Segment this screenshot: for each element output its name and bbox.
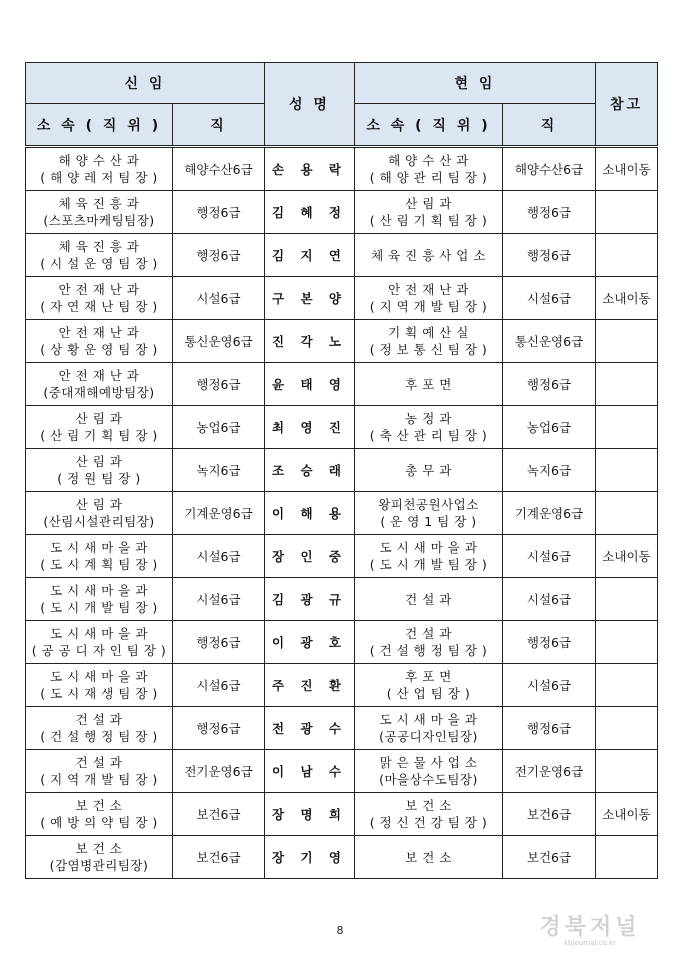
cur-dept: 후 포 면 — [405, 376, 452, 392]
new-dept-cell — [26, 750, 173, 793]
table-row — [26, 664, 658, 707]
note-cell — [596, 406, 658, 449]
new-grade: 시설6급 — [173, 277, 265, 320]
person-name: 김 혜 정 — [265, 191, 355, 234]
person-name: 주 진 환 — [265, 664, 355, 707]
cur-position: ( 정 보 통 신 팀 장 ) — [369, 342, 488, 357]
person-name: 장 명 희 — [265, 793, 355, 836]
cur-dept-cell — [355, 535, 503, 578]
cur-dept: 건 설 과 — [405, 591, 452, 607]
table-row — [26, 621, 658, 664]
table-row — [26, 406, 658, 449]
cur-position: ( 운 영 1 팀 장 ) — [380, 514, 477, 529]
new-dept: 건 설 과 — [75, 755, 123, 770]
note-cell — [596, 621, 658, 664]
cur-position: ( 건 설 행 정 팀 장 ) — [369, 643, 488, 658]
cur-grade: 보건6급 — [503, 793, 596, 836]
cur-dept-cell — [355, 363, 503, 406]
person-name: 김 광 규 — [265, 578, 355, 621]
new-position: ( 예 방 의 약 팀 장 ) — [40, 815, 158, 830]
cur-grade: 시설6급 — [503, 535, 596, 578]
new-grade: 녹지6급 — [173, 449, 265, 492]
table-row — [26, 793, 658, 836]
person-name: 윤 태 영 — [265, 363, 355, 406]
watermark-title: 경북저널 — [539, 914, 641, 940]
new-dept-cell — [26, 836, 173, 879]
cur-dept-cell — [355, 836, 503, 879]
note-cell — [596, 578, 658, 621]
cur-dept: 도 시 새 마 을 과 — [379, 540, 478, 555]
new-grade: 농업6급 — [173, 406, 265, 449]
new-position: (스포츠마케팅팀장) — [43, 213, 155, 228]
table-row — [26, 363, 658, 406]
table-header — [26, 63, 658, 147]
cur-dept-cell — [355, 406, 503, 449]
cur-dept: 건 설 과 — [405, 626, 452, 641]
page-number: 8 — [336, 924, 344, 937]
cur-dept-cell — [355, 621, 503, 664]
note-cell — [596, 449, 658, 492]
new-position: ( 지 역 개 발 팀 장 ) — [40, 772, 158, 787]
cur-dept: 산 림 과 — [405, 196, 452, 211]
note-cell — [596, 191, 658, 234]
new-dept: 체 육 진 흥 과 — [58, 196, 140, 211]
cur-dept: 해 양 수 산 과 — [388, 153, 469, 168]
cur-grade: 행정6급 — [503, 621, 596, 664]
cur-dept-cell — [355, 449, 503, 492]
new-dept-cell — [26, 277, 173, 320]
new-grade: 행정6급 — [173, 621, 265, 664]
new-dept: 산 림 과 — [75, 454, 123, 469]
note-cell — [596, 363, 658, 406]
cur-dept-cell — [355, 578, 503, 621]
new-dept-cell — [26, 191, 173, 234]
cur-grade: 행정6급 — [503, 363, 596, 406]
header-new-post: 신 임 — [26, 63, 265, 104]
cur-dept-cell — [355, 793, 503, 836]
cur-dept: 체 육 진 흥 사 업 소 — [371, 247, 486, 263]
person-name: 이 광 호 — [265, 621, 355, 664]
new-dept: 보 건 소 — [75, 841, 123, 856]
cur-dept-cell — [355, 234, 503, 277]
cur-grade: 전기운영6급 — [503, 750, 596, 793]
new-position: ( 자 연 재 난 팀 장 ) — [40, 299, 158, 314]
new-position: ( 해 양 레 저 팀 장 ) — [40, 170, 158, 185]
note-cell — [596, 234, 658, 277]
cur-position: ( 도 시 개 발 팀 장 ) — [369, 557, 488, 572]
new-dept: 도 시 새 마 을 과 — [50, 540, 148, 555]
new-position: ( 산 림 기 획 팀 장 ) — [40, 428, 158, 443]
new-dept-cell — [26, 664, 173, 707]
new-position: ( 도 시 계 획 팀 장 ) — [40, 557, 158, 572]
new-dept: 안 전 재 난 과 — [58, 325, 140, 340]
table-row — [26, 449, 658, 492]
table-row — [26, 191, 658, 234]
new-position: ( 건 설 행 정 팀 장 ) — [40, 729, 158, 744]
person-name: 조 승 래 — [265, 449, 355, 492]
new-dept-cell — [26, 707, 173, 750]
note-cell — [596, 750, 658, 793]
new-dept-cell — [26, 578, 173, 621]
new-dept: 보 건 소 — [75, 798, 123, 813]
new-grade: 행정6급 — [173, 191, 265, 234]
new-grade: 시설6급 — [173, 664, 265, 707]
header-cur-dept: 소 속 ( 직 위 ) — [355, 104, 503, 147]
cur-dept-cell — [355, 707, 503, 750]
cur-dept-cell — [355, 492, 503, 535]
new-grade: 해양수산6급 — [173, 147, 265, 191]
cur-dept: 보 건 소 — [405, 849, 452, 865]
cur-dept: 왕피천공원사업소 — [378, 497, 479, 512]
header-note: 참고 — [596, 63, 658, 147]
cur-grade: 시설6급 — [503, 277, 596, 320]
table-row — [26, 492, 658, 535]
cur-grade: 보건6급 — [503, 836, 596, 879]
new-position: ( 시 설 운 영 팀 장 ) — [40, 256, 158, 271]
person-name: 장 인 중 — [265, 535, 355, 578]
person-name: 진 각 노 — [265, 320, 355, 363]
cur-dept: 도 시 새 마 을 과 — [379, 712, 478, 727]
person-name: 최 영 진 — [265, 406, 355, 449]
table-row — [26, 535, 658, 578]
cur-grade: 시설6급 — [503, 664, 596, 707]
cur-position: (마을상수도팀장) — [379, 772, 478, 787]
new-position: ( 도 시 재 생 팀 장 ) — [40, 686, 158, 701]
note-cell: 소내이동 — [596, 535, 658, 578]
new-grade: 기계운영6급 — [173, 492, 265, 535]
person-name: 장 기 영 — [265, 836, 355, 879]
cur-dept: 총 무 과 — [405, 462, 452, 478]
header-name: 성 명 — [265, 63, 355, 147]
cur-dept-cell — [355, 750, 503, 793]
header-new-dept: 소 속 ( 직 위 ) — [26, 104, 173, 147]
person-name: 전 광 수 — [265, 707, 355, 750]
new-dept: 도 시 새 마 을 과 — [50, 669, 148, 684]
note-cell — [596, 664, 658, 707]
cur-grade: 행정6급 — [503, 707, 596, 750]
new-dept: 도 시 새 마 을 과 — [50, 583, 148, 598]
new-dept: 도 시 새 마 을 과 — [50, 626, 148, 641]
new-grade: 전기운영6급 — [173, 750, 265, 793]
new-dept: 안 전 재 난 과 — [58, 368, 140, 383]
note-cell: 소내이동 — [596, 277, 658, 320]
new-dept-cell — [26, 793, 173, 836]
new-dept-cell — [26, 449, 173, 492]
new-dept-cell — [26, 406, 173, 449]
new-dept: 산 림 과 — [75, 497, 123, 512]
person-name: 김 지 연 — [265, 234, 355, 277]
new-dept-cell — [26, 621, 173, 664]
new-dept-cell — [26, 320, 173, 363]
header-cur-grade: 직 — [503, 104, 596, 147]
note-cell — [596, 836, 658, 879]
note-cell — [596, 707, 658, 750]
person-name: 구 본 양 — [265, 277, 355, 320]
table-row — [26, 707, 658, 750]
cur-dept: 농 정 과 — [405, 411, 452, 426]
new-position: ( 도 시 개 발 팀 장 ) — [40, 600, 158, 615]
new-position: (중대재해예방팀장) — [43, 385, 155, 400]
personnel-table — [25, 62, 658, 879]
new-dept-cell — [26, 363, 173, 406]
note-cell — [596, 492, 658, 535]
new-dept: 체 육 진 흥 과 — [58, 239, 140, 254]
new-grade: 시설6급 — [173, 535, 265, 578]
cur-position: ( 산 업 팀 장 ) — [386, 686, 471, 701]
watermark-site: kbjournal.co.kr — [564, 939, 616, 947]
new-grade: 보건6급 — [173, 793, 265, 836]
new-grade: 통신운영6급 — [173, 320, 265, 363]
new-grade: 시설6급 — [173, 578, 265, 621]
cur-grade: 녹지6급 — [503, 449, 596, 492]
new-dept: 산 림 과 — [75, 411, 123, 426]
cur-dept-cell — [355, 320, 503, 363]
person-name: 이 해 용 — [265, 492, 355, 535]
cur-dept: 안 전 재 난 과 — [388, 282, 469, 297]
table-row — [26, 147, 658, 191]
note-cell: 소내이동 — [596, 147, 658, 191]
note-cell — [596, 320, 658, 363]
cur-grade: 시설6급 — [503, 578, 596, 621]
new-dept-cell — [26, 492, 173, 535]
new-position: ( 상 황 운 영 팀 장 ) — [40, 342, 158, 357]
cur-grade: 해양수산6급 — [503, 147, 596, 191]
cur-dept-cell — [355, 191, 503, 234]
new-dept: 해 양 수 산 과 — [58, 153, 140, 168]
cur-grade: 농업6급 — [503, 406, 596, 449]
person-name: 손 용 락 — [265, 147, 355, 191]
cur-dept: 맑 은 물 사 업 소 — [379, 755, 478, 770]
header-new-grade: 직 — [173, 104, 265, 147]
cur-grade: 행정6급 — [503, 234, 596, 277]
table-row — [26, 750, 658, 793]
header-current-post: 현 임 — [355, 63, 596, 104]
new-grade: 행정6급 — [173, 234, 265, 277]
new-grade: 보건6급 — [173, 836, 265, 879]
new-position: ( 공 공 디 자 인 팀 장 ) — [31, 643, 167, 658]
new-dept-cell — [26, 535, 173, 578]
cur-grade: 통신운영6급 — [503, 320, 596, 363]
cur-dept-cell — [355, 277, 503, 320]
new-grade: 행정6급 — [173, 707, 265, 750]
new-position: ( 정 원 팀 장 ) — [57, 471, 141, 486]
cur-position: (공공디자인팀장) — [379, 729, 478, 744]
cur-position: ( 정 신 건 강 팀 장 ) — [369, 815, 488, 830]
cur-dept: 기 획 예 산 실 — [388, 325, 469, 340]
person-name: 이 남 수 — [265, 750, 355, 793]
new-dept: 안 전 재 난 과 — [58, 282, 140, 297]
new-dept: 건 설 과 — [75, 712, 123, 727]
cur-position: ( 해 양 관 리 팀 장 ) — [369, 170, 488, 185]
table-row — [26, 277, 658, 320]
watermark-logo — [515, 910, 665, 947]
note-cell: 소내이동 — [596, 793, 658, 836]
cur-grade: 행정6급 — [503, 191, 596, 234]
table-row — [26, 320, 658, 363]
table-row — [26, 234, 658, 277]
cur-position: ( 축 산 관 리 팀 장 ) — [369, 428, 488, 443]
table-body — [26, 147, 658, 879]
cur-position: ( 산 림 기 획 팀 장 ) — [369, 213, 488, 228]
table-row — [26, 578, 658, 621]
table-row — [26, 836, 658, 879]
cur-dept: 후 포 면 — [405, 669, 452, 684]
new-position: (산림시설관리팀장) — [43, 514, 155, 529]
cur-grade: 기계운영6급 — [503, 492, 596, 535]
cur-dept: 보 건 소 — [405, 798, 452, 813]
cur-dept-cell — [355, 147, 503, 191]
new-grade: 행정6급 — [173, 363, 265, 406]
cur-dept-cell — [355, 664, 503, 707]
new-position: (감염병관리팀장) — [49, 858, 149, 873]
cur-position: ( 지 역 개 발 팀 장 ) — [369, 299, 488, 314]
new-dept-cell — [26, 147, 173, 191]
new-dept-cell — [26, 234, 173, 277]
